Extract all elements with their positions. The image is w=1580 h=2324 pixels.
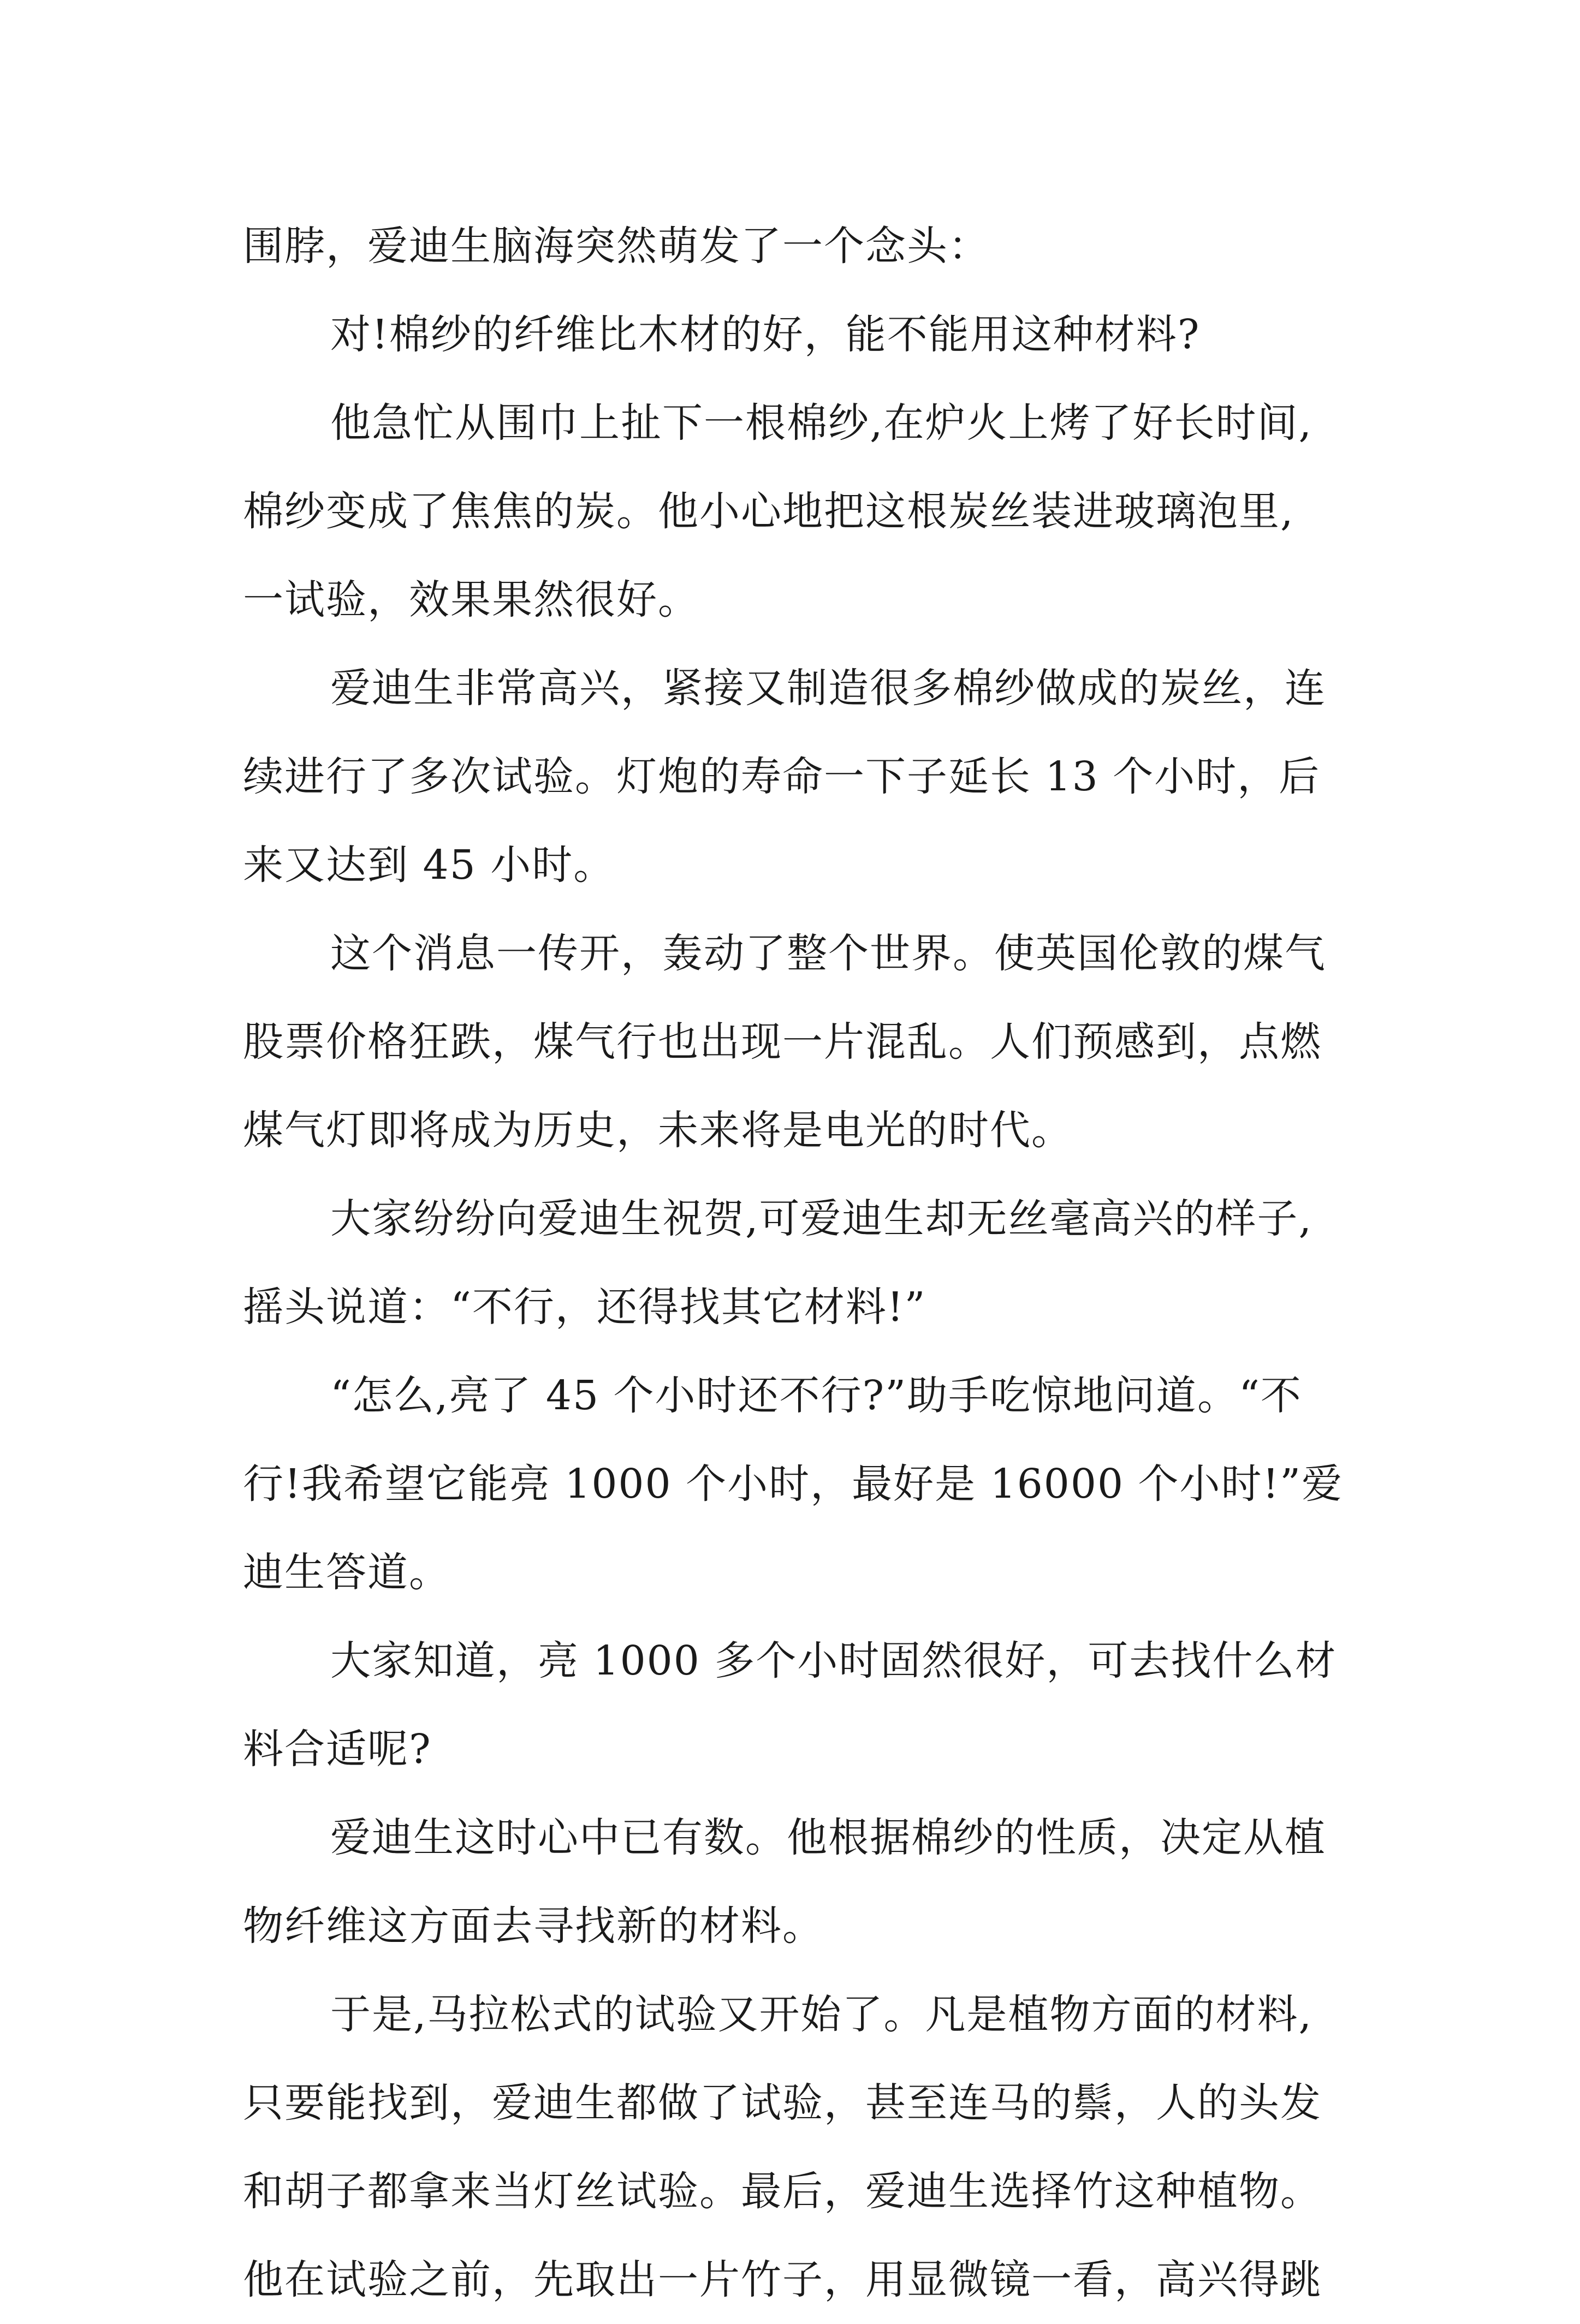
text-line: 围脖，爱迪生脑海突然萌发了一个念头： xyxy=(243,223,990,270)
document-body xyxy=(243,202,1400,2324)
text-line: 只要能找到，爱迪生都做了试验，甚至连马的鬃，人的头发 xyxy=(243,2079,1322,2126)
text-line: 行!我希望它能亮 1000 个小时，最好是 16000 个小时!”爱 xyxy=(243,1461,1344,1507)
text-line: 爱迪生这时心中已有数。他根据棉纱的性质，决定从植 xyxy=(330,1814,1326,1861)
text-line: 于是,马拉松式的试验又开始了。凡是植物方面的材料, xyxy=(330,1991,1313,2038)
text-line: 爱迪生非常高兴，紧接又制造很多棉纱做成的炭丝，连 xyxy=(330,665,1326,712)
text-line: 他在试验之前，先取出一片竹子，用显微镜一看，高兴得跳 xyxy=(243,2256,1322,2303)
text-line: 股票价格狂跌，煤气行也出现一片混乱。人们预感到，点燃 xyxy=(243,1018,1322,1065)
text-line: 大家纷纷向爱迪生祝贺,可爱迪生却无丝毫高兴的样子, xyxy=(330,1195,1313,1242)
text-line: 他急忙从围巾上扯下一根棉纱,在炉火上烤了好长时间, xyxy=(330,400,1313,446)
text-line: 物纤维这方面去寻找新的材料。 xyxy=(243,1903,824,1950)
text-line: 一试验，效果果然很好。 xyxy=(243,576,699,623)
text-line: 对!棉纱的纤维比木材的好，能不能用这种材料? xyxy=(330,311,1201,358)
text-line: 棉纱变成了焦焦的炭。他小心地把这根炭丝装进玻璃泡里, xyxy=(243,488,1294,535)
text-line: 煤气灯即将成为历史，未来将是电光的时代。 xyxy=(243,1107,1073,1154)
text-line: 来又达到 45 小时。 xyxy=(243,842,615,889)
text-line: 迪生答道。 xyxy=(243,1549,450,1596)
text-line: 大家知道，亮 1000 多个小时固然很好，可去找什么材 xyxy=(330,1637,1337,1684)
text-line: 料合适呢? xyxy=(243,1726,432,1773)
text-line: 续进行了多次试验。灯炮的寿命一下子延长 13 个小时，后 xyxy=(243,753,1321,800)
text-line: 摇头说道：“不行，还得找其它材料!” xyxy=(243,1284,926,1331)
text-line: 这个消息一传开，轰动了整个世界。使英国伦敦的煤气 xyxy=(330,930,1326,977)
text-line: 和胡子都拿来当灯丝试验。最后，爱迪生选择竹这种植物。 xyxy=(243,2168,1322,2215)
text-line: “怎么,亮了 45 个小时还不行?”助手吃惊地问道。“不 xyxy=(330,1372,1302,1419)
